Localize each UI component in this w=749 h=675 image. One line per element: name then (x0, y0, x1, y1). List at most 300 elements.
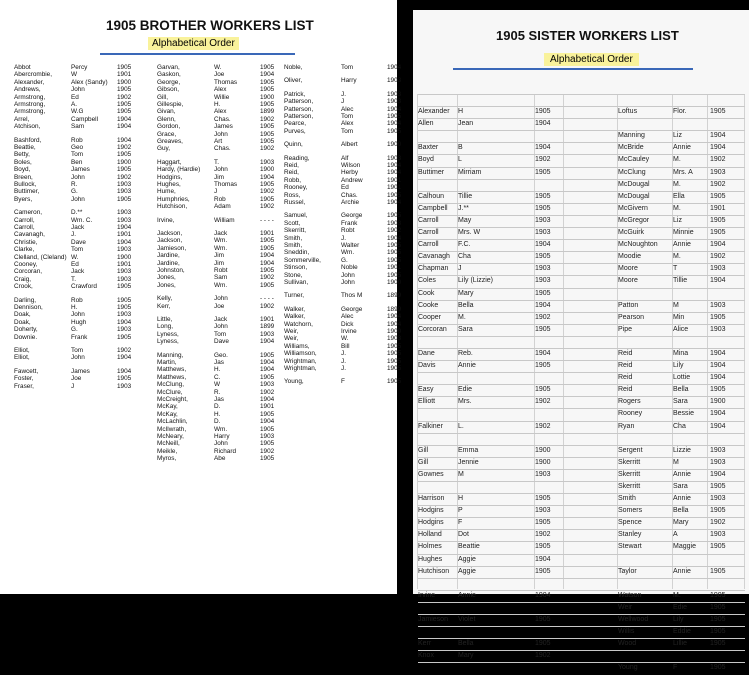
sister-first-name: F.C. (458, 241, 471, 249)
brother-first-name: James (214, 123, 233, 131)
brother-year: 1903 (387, 154, 402, 162)
brother-last-name: Pearce, (284, 120, 307, 128)
sister-year-2: 1905 (710, 603, 726, 611)
sister-last-name-2: Taylor (618, 567, 637, 575)
sister-row (418, 239, 745, 251)
sister-first-name-2: Minnie (673, 229, 694, 237)
sister-year-2: 1903 (710, 301, 726, 309)
brother-first-name: Robt (214, 267, 228, 274)
brother-year: 1905 (387, 350, 402, 358)
sister-row (418, 312, 745, 324)
sister-row (418, 457, 745, 469)
brother-first-name: Richard (214, 447, 237, 455)
brother-year: 1904 (117, 115, 132, 123)
brother-last-name: Guy, (157, 145, 171, 153)
brother-last-name: Abercrombie, (14, 71, 53, 79)
brother-year: 1900 (387, 141, 402, 149)
brother-year: 1904 (260, 396, 275, 403)
brother-last-name: Gillespie, (157, 101, 184, 108)
brother-list-subtitle: Alphabetical Order (148, 37, 239, 50)
sister-first-name: M (458, 470, 464, 478)
sister-first-name-2: Annie (673, 144, 691, 152)
sister-year-2: 1903 (710, 495, 726, 503)
brother-first-name: Tom (214, 330, 227, 338)
sister-last-name-2: Wood (618, 640, 637, 648)
brother-first-name: Willie (214, 93, 230, 101)
sister-table (418, 94, 745, 675)
sister-year: 1905 (535, 325, 551, 333)
brother-first-name: Percy (71, 64, 88, 71)
sister-last-name-2: Moodie (618, 253, 641, 261)
sister-row (418, 614, 745, 626)
brother-first-name: Harry (341, 77, 357, 85)
brother-first-name: John (214, 440, 228, 448)
sister-row (418, 590, 745, 602)
brother-year: 1905 (117, 333, 132, 341)
brother-last-name: Turner, (284, 292, 305, 300)
sister-row (418, 650, 745, 662)
brother-last-name: Atchison, (14, 123, 41, 131)
brother-year: 1903 (387, 335, 402, 343)
sister-row (418, 94, 745, 106)
brother-first-name: Alf (341, 154, 349, 162)
sister-first-name-2: Min (673, 313, 685, 321)
brother-year: 1905 (260, 181, 275, 188)
sister-first-name-2: M. (673, 180, 681, 188)
sister-row (418, 505, 745, 517)
sister-last-name: Knox (418, 652, 434, 660)
brother-first-name: W. (71, 253, 79, 261)
sister-workers-page (413, 10, 749, 672)
brother-last-name: Abbot (14, 64, 31, 71)
brother-first-name: Archie (341, 199, 360, 206)
sister-last-name-2: Reid (618, 374, 633, 382)
sister-first-name-2: Lily (673, 616, 684, 624)
brother-last-name: Fawcett, (14, 367, 39, 375)
brother-year: 1905 (387, 378, 402, 386)
sister-last-name: Easy (418, 386, 434, 394)
brother-last-name: Armstrong, (14, 101, 46, 108)
brother-year: 1905 (260, 351, 275, 359)
brother-year: 1904 (260, 359, 275, 366)
sister-last-name-2: Stewart (618, 543, 642, 551)
sister-row (418, 626, 745, 638)
brother-year: 1903 (260, 158, 275, 166)
sister-list-subtitle: Alphabetical Order (544, 53, 639, 66)
brother-last-name: Gibson, (157, 86, 180, 94)
brother-year: 1905 (260, 130, 275, 138)
sister-row (418, 324, 745, 336)
sister-last-name: Hodgins (418, 519, 444, 527)
brother-last-name: Ross, (284, 191, 301, 199)
sister-year-2: 1904 (710, 241, 726, 249)
brother-last-name: Gaskon, (157, 71, 181, 79)
brother-first-name: Alex (214, 108, 227, 116)
sister-year: 1900 (535, 446, 551, 454)
brother-year: 1904 (117, 123, 132, 131)
brother-last-name: Weir, (284, 335, 299, 343)
brother-year: 1904 (387, 234, 402, 242)
brother-year: 1900 (117, 253, 132, 261)
brother-last-name: Manning, (157, 351, 184, 359)
sister-last-name: Kerr (418, 640, 432, 648)
brother-last-name: Martin, (157, 359, 177, 366)
brother-year: 1900 (117, 78, 132, 86)
sister-row (418, 251, 745, 263)
brother-first-name: Wm. (214, 244, 228, 252)
brother-last-name: Boles, (14, 158, 32, 166)
brother-year: 1904 (260, 418, 275, 426)
sister-first-name: J.** (458, 204, 469, 212)
brother-last-name: Meikle, (157, 447, 178, 455)
sister-last-name-2: Reid (618, 362, 633, 370)
brother-last-name: Alexander, (14, 78, 45, 86)
brother-year: 1900 (117, 158, 132, 166)
brother-year: 1903 (260, 381, 275, 389)
sister-year: 1905 (535, 204, 551, 212)
brother-year: 1904 (260, 173, 275, 181)
brother-last-name: McNeary, (157, 433, 184, 440)
brother-first-name: J (214, 188, 218, 196)
brother-last-name: Doak, (14, 311, 31, 319)
sister-last-name-2: Skerritt (618, 483, 641, 490)
brother-year: 1904 (387, 199, 402, 206)
brother-year: 1901 (387, 176, 402, 184)
sister-last-name: Chapman (418, 265, 449, 273)
sister-first-name-2: Mina (673, 349, 689, 357)
brother-workers-page (0, 0, 402, 594)
brother-first-name: Wm. (214, 237, 228, 245)
sister-year-2: 1905 (710, 483, 726, 490)
sister-year: 1903 (535, 507, 551, 515)
brother-first-name: Ed (71, 93, 79, 101)
brother-first-name: Andrew (341, 176, 363, 184)
sister-last-name: Falkiner (418, 422, 443, 430)
sister-year-2: 1904 (710, 374, 726, 382)
brother-year: 1904 (260, 71, 275, 79)
brother-first-name: Tom (71, 151, 84, 159)
brother-first-name: Jack (214, 230, 228, 237)
sister-last-name: Alexander (418, 108, 450, 116)
sister-first-name: Beattie (458, 543, 480, 551)
brother-last-name: McLachlin, (157, 418, 188, 426)
brother-last-name: Long, (157, 323, 173, 331)
sister-year-2: 1904 (710, 362, 726, 370)
brother-year: 1902 (117, 173, 132, 181)
brother-year: 1905 (260, 440, 275, 448)
brother-first-name: Rob (214, 195, 226, 203)
brother-year: 1902 (117, 144, 132, 151)
brother-first-name: R. (71, 181, 78, 188)
brother-year: 1904 (387, 120, 402, 128)
brother-first-name: Chas. (341, 191, 358, 199)
brother-first-name: Adam (214, 203, 231, 211)
sister-year-2: 1905 (710, 108, 726, 116)
brother-year: 1905 (117, 86, 132, 94)
brother-year: 1905 (117, 296, 132, 304)
brother-last-name: Breen, (14, 173, 33, 181)
brother-last-name: Glenn, (157, 115, 176, 123)
brother-year: 1905 (260, 195, 275, 203)
brother-first-name: Jack (71, 224, 85, 231)
brother-first-name: John (214, 130, 228, 138)
brother-last-name: McClure, (157, 388, 183, 396)
brother-first-name: D. (214, 418, 221, 426)
brother-first-name: H. (214, 101, 221, 108)
sister-year-2: 1905 (710, 229, 726, 237)
brother-last-name: Stinson, (284, 264, 308, 272)
sister-year: 1905 (535, 567, 551, 575)
brother-last-name: McCreight, (157, 396, 188, 403)
sister-list-title: 1905 SISTER WORKERS LIST (496, 28, 679, 43)
brother-year: 1905 (260, 425, 275, 433)
brother-last-name: Givan, (157, 108, 176, 116)
brother-first-name: G. (71, 188, 78, 196)
sister-first-name-2: Flor. (673, 108, 687, 116)
brother-last-name: Weir, (284, 328, 299, 335)
sister-year-2: 1902 (710, 253, 726, 261)
brother-year: 1905 (260, 78, 275, 86)
brother-first-name: D. (214, 403, 221, 411)
sister-row (418, 130, 745, 142)
brother-year: 1900 (387, 328, 402, 335)
brother-last-name: Robb, (284, 176, 302, 184)
sister-last-name: Hodgins (418, 507, 444, 515)
sister-first-name-2: Tillie (673, 277, 688, 285)
brother-last-name: Cavanagh, (14, 231, 45, 239)
brother-last-name: George, (157, 78, 181, 86)
brother-year: 1905 (117, 64, 132, 71)
sister-last-name-2: McNoughton (618, 241, 658, 249)
brother-last-name: Patterson, (284, 98, 314, 106)
brother-first-name: Wm. (341, 249, 355, 257)
sister-first-name-2: F (673, 664, 678, 672)
brother-year: 1904 (387, 64, 402, 71)
brother-last-name: Patterson, (284, 113, 314, 120)
brother-year: 1902 (260, 115, 275, 123)
brother-first-name: H. (71, 304, 78, 311)
brother-last-name: Hardy, (Hardie) (157, 166, 201, 174)
sister-year: 1902 (535, 531, 551, 539)
sister-year: 1905 (535, 640, 551, 648)
brother-first-name: J (341, 98, 345, 106)
sister-row (418, 300, 745, 312)
brother-first-name: Ed (341, 184, 349, 192)
sister-year-2: 1905 (710, 591, 726, 599)
brother-last-name: Purves, (284, 127, 306, 135)
brother-first-name: Joe (71, 375, 82, 383)
sister-first-name-2: Bessie (673, 410, 695, 418)
brother-year: 1902 (117, 347, 132, 354)
sister-year-2: 1902 (710, 180, 726, 188)
brother-last-name: Boyd, (14, 166, 31, 174)
sister-first-name: Mrs. W (458, 229, 481, 237)
brother-last-name: Byers, (14, 195, 33, 203)
brother-first-name: J. (341, 234, 346, 242)
sister-first-name: Dot (458, 531, 469, 539)
sister-last-name-2: Loftus (618, 108, 638, 116)
brother-last-name: Bullock, (14, 181, 37, 188)
sister-year-2: 1905 (710, 664, 726, 672)
sister-first-name: J (458, 265, 462, 273)
brother-first-name: Jim (214, 252, 224, 260)
brother-year: - - - - (260, 216, 274, 224)
brother-year: 1902 (387, 227, 402, 235)
sister-year: 1900 (535, 458, 551, 466)
brother-last-name: Smith, (284, 242, 303, 249)
brother-first-name: Campbell (71, 115, 98, 123)
brother-last-name: Johnston, (157, 267, 185, 274)
brother-year: 1899 (260, 108, 275, 116)
brother-first-name: Noble (341, 264, 358, 272)
brother-first-name: J. (341, 365, 346, 372)
brother-last-name: Smith, (284, 234, 303, 242)
brother-last-name: Cooney, (14, 261, 38, 268)
sister-year: 1902 (535, 652, 551, 660)
brother-year: 1903 (260, 330, 275, 338)
brother-year: 1905 (260, 373, 275, 381)
sister-first-name: Mirriam (458, 168, 482, 176)
sister-year-2: 1904 (710, 349, 726, 357)
brother-first-name: Jim (214, 259, 224, 267)
sister-row (418, 336, 745, 348)
brother-year: 1905 (387, 191, 402, 199)
brother-first-name: Bill (341, 342, 350, 350)
brother-last-name: Lyness, (157, 330, 179, 338)
brother-first-name: Joe (214, 302, 225, 310)
brother-last-name: Jackson, (157, 230, 183, 237)
brother-year: 1902 (260, 203, 275, 211)
brother-first-name: George (341, 212, 363, 220)
brother-first-name: Jack (214, 316, 228, 323)
brother-first-name: Ed (71, 261, 79, 268)
sister-last-name-2: Manning (618, 132, 645, 140)
sister-row (418, 554, 745, 566)
sister-title-rule (453, 68, 693, 70)
sister-last-name-2: Skerritt (618, 470, 641, 478)
brother-year: 1905 (260, 455, 275, 463)
sister-year-2: 1904 (710, 470, 726, 478)
brother-list-title: 1905 BROTHER WORKERS LIST (106, 18, 314, 33)
sister-year-2: 1905 (710, 192, 726, 200)
sister-last-name-2: Pipe (618, 325, 633, 333)
brother-last-name: Reading, (284, 154, 310, 162)
brother-first-name: John (214, 323, 228, 331)
sister-last-name-2: Wellwood (618, 616, 649, 624)
sister-last-name-2: McDougal (618, 192, 650, 200)
sister-row (418, 566, 745, 578)
brother-first-name: John (71, 195, 85, 203)
sister-last-name-2: McClung (618, 168, 646, 176)
sister-last-name-2: Patton (618, 301, 639, 309)
brother-first-name: Wm. (214, 281, 228, 289)
sister-first-name: Aggie (458, 567, 476, 575)
brother-first-name: W. (214, 64, 222, 71)
sister-first-name-2: M (673, 458, 679, 466)
brother-last-name: Williams, (284, 342, 310, 350)
sister-year: 1904 (535, 555, 551, 563)
brother-first-name: Albert (341, 141, 358, 149)
sister-first-name-2: M. (673, 156, 681, 164)
brother-first-name: Wm. C. (71, 216, 93, 224)
sister-row (418, 396, 745, 408)
brother-year: 1903 (117, 275, 132, 283)
brother-first-name: J. (341, 357, 346, 365)
brother-year: 1905 (260, 123, 275, 131)
sister-row (418, 433, 745, 445)
sister-first-name: Lily (Lizzie) (458, 277, 494, 285)
brother-first-name: T. (214, 158, 219, 166)
sister-row (418, 142, 745, 154)
brother-last-name: Bashford, (14, 136, 42, 144)
brother-first-name: John (71, 173, 85, 181)
brother-first-name: Sam (214, 274, 228, 282)
brother-first-name: Alec (341, 313, 354, 321)
sister-year: 1903 (535, 277, 551, 285)
sister-year: 1904 (535, 301, 551, 309)
brother-year: 1905 (117, 166, 132, 174)
brother-first-name: John (341, 279, 355, 286)
brother-last-name: Russel, (284, 199, 306, 206)
brother-last-name: Andrews, (14, 86, 41, 94)
brother-year: 1899 (387, 292, 402, 300)
brother-first-name: G. (71, 326, 78, 334)
brother-year: 1905 (117, 304, 132, 311)
sister-last-name: Carroll (418, 241, 439, 249)
brother-year: 1904 (387, 105, 402, 113)
sister-first-name: Jennie (458, 458, 479, 466)
sister-year: 1905 (535, 108, 551, 116)
sister-last-name: Gill (418, 446, 429, 454)
brother-last-name: McClung, (157, 381, 184, 389)
brother-first-name: W.G (71, 108, 84, 116)
brother-last-name: Arrel, (14, 115, 30, 123)
sister-last-name-2: Moore (618, 265, 638, 273)
brother-year: 1901 (260, 230, 275, 237)
brother-last-name: Quinn, (284, 141, 303, 149)
brother-first-name: Tom (341, 127, 354, 135)
sister-year-2: 1902 (710, 156, 726, 164)
brother-last-name: Sullivan, (284, 279, 309, 286)
brother-last-name: Jackson, (157, 237, 183, 245)
sister-year: 1902 (535, 422, 551, 430)
sister-year-2: 1903 (710, 168, 726, 176)
brother-year: 1905 (387, 256, 402, 264)
sister-last-name-2: Rooney (618, 410, 643, 418)
sister-last-name-2: McGuirk (618, 229, 645, 237)
sister-row (418, 191, 745, 203)
brother-last-name: Darling, (14, 296, 37, 304)
sister-first-name-2: Liz (673, 216, 682, 224)
sister-last-name: Buttimer (418, 168, 445, 176)
brother-first-name: W. (341, 335, 349, 343)
sister-row (418, 106, 745, 118)
brother-year: 1904 (260, 366, 275, 374)
sister-row (418, 578, 745, 590)
brother-year: 1903 (387, 98, 402, 106)
brother-first-name: J. (71, 231, 76, 239)
brother-year: 1903 (117, 209, 132, 217)
sister-last-name-2: McCauley (618, 156, 650, 164)
sister-last-name: Davis (418, 362, 436, 370)
sister-first-name-2: Annie (673, 567, 691, 575)
sister-year-2: 1905 (710, 507, 726, 515)
sister-year: 1903 (535, 229, 551, 237)
brother-year: 1904 (117, 238, 132, 246)
sister-year-2: 1903 (710, 458, 726, 466)
sister-year: 1905 (535, 519, 551, 527)
sister-first-name: B (458, 144, 463, 152)
